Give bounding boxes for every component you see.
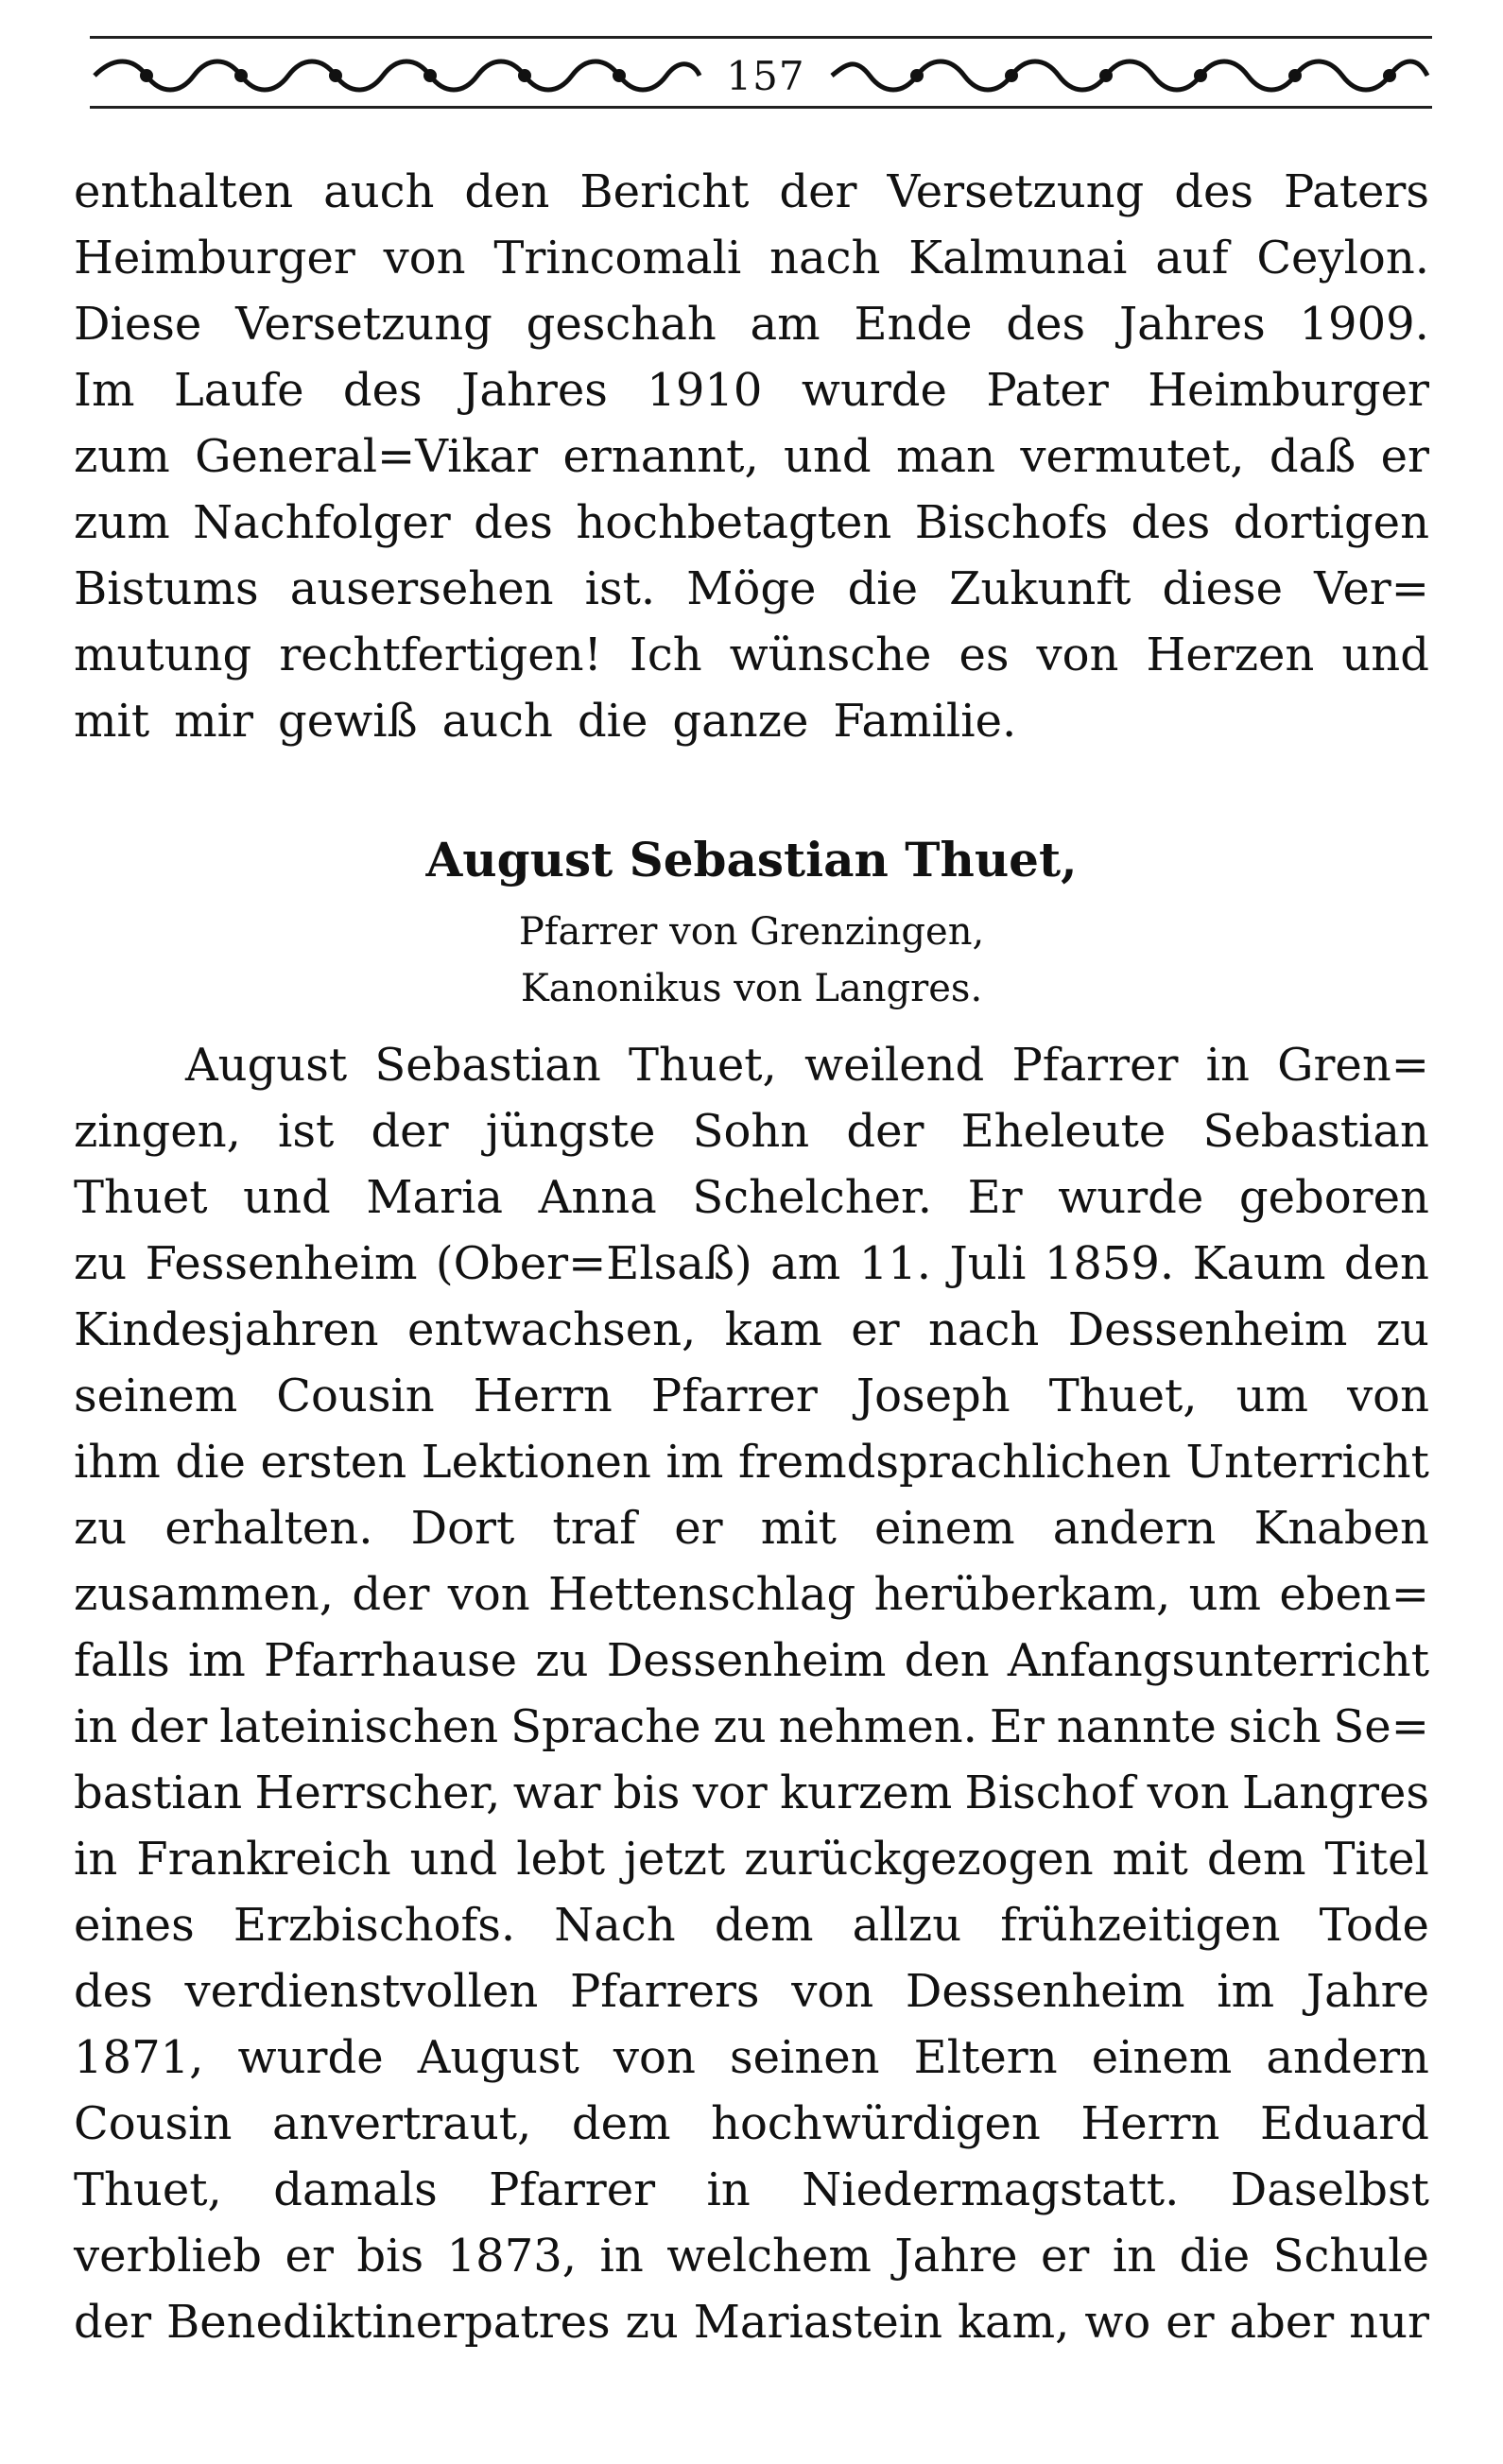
text-line: Im Laufe des Jahres 1910 wurde Pater Heimburger: [74, 364, 1429, 417]
text-line: 1871, wurde August von seinen Eltern einem andern: [74, 2031, 1429, 2084]
header-top-rule: [90, 36, 1432, 39]
ornament-left-icon: [90, 55, 704, 96]
header-bottom-rule: [90, 106, 1432, 109]
text-line: eines Erzbischofs. Nach dem allzu frühzeitigen Tode: [74, 1899, 1429, 1952]
paragraph-biography: [74, 1032, 1429, 2355]
text-line: zingen, ist der jüngste Sohn der Eheleute Sebastian: [74, 1105, 1429, 1158]
text-line: Diese Versetzung geschah am Ende des Jahres 1909.: [74, 298, 1429, 351]
ornament-right-icon: [827, 55, 1432, 96]
page-number: 157: [726, 53, 805, 99]
running-header: [90, 36, 1432, 113]
text-line: mit mir gewiß auch die ganze Familie.: [74, 695, 1017, 748]
text-line: ihm die ersten Lektionen im fremdsprachlichen Unterricht: [74, 1436, 1429, 1489]
text-line: Thuet und Maria Anna Schelcher. Er wurde geboren: [74, 1171, 1429, 1224]
text-line: Kindesjahren entwachsen, kam er nach Dessenheim zu: [74, 1303, 1429, 1356]
paragraph-continued: [74, 159, 1429, 754]
section-title: August Sebastian Thuet,: [425, 832, 1078, 887]
text-line: des verdienstvollen Pfarrers von Dessenheim im Jahre: [74, 1965, 1429, 2018]
text-line: zu Fessenheim (Ober=Elsaß) am 11. Juli 1859. Kaum den: [74, 1237, 1429, 1290]
text-line: enthalten auch den Bericht der Versetzung des Paters: [74, 165, 1429, 218]
text-line: in der lateinischen Sprache zu nehmen. Er nannte sich Se=: [74, 1700, 1429, 1753]
text-line: zusammen, der von Hettenschlag herüberkam, um eben=: [74, 1568, 1429, 1621]
text-line: Bistums ausersehen ist. Möge die Zukunft diese Ver=: [74, 562, 1429, 615]
text-line: in Frankreich und lebt jetzt zurückgezogen mit dem Titel: [74, 1833, 1429, 1886]
section-subtitle-parish: Pfarrer von Grenzingen,: [518, 910, 985, 954]
text-line: seinem Cousin Herrn Pfarrer Joseph Thuet, um von: [74, 1370, 1429, 1422]
text-line: Heimburger von Trincomali nach Kalmunai auf Ceylon.: [74, 232, 1429, 284]
text-line: Thuet, damals Pfarrer in Niedermagstatt. Daselbst: [74, 2163, 1429, 2216]
text-line: zum Nachfolger des hochbetagten Bischofs des dortigen: [74, 496, 1429, 549]
text-line: verblieb er bis 1873, in welchem Jahre er in die Schule: [74, 2230, 1429, 2283]
text-line: zum General=Vikar ernannt, und man vermutet, daß er: [74, 430, 1429, 483]
text-line: falls im Pfarrhause zu Dessenheim den Anfangsunterricht: [74, 1634, 1429, 1687]
text-line: August Sebastian Thuet, weilend Pfarrer in Gren=: [185, 1039, 1429, 1092]
text-line: zu erhalten. Dort traf er mit einem andern Knaben: [74, 1502, 1429, 1555]
text-line: bastian Herrscher, war bis vor kurzem Bischof von Langres: [74, 1766, 1429, 1819]
text-line: der Benediktinerpatres zu Mariastein kam, wo er aber nur: [74, 2296, 1429, 2349]
section-subtitle-canon: Kanonikus von Langres.: [520, 967, 983, 1010]
text-line: mutung rechtfertigen! Ich wünsche es von Herzen und: [74, 629, 1429, 681]
text-line: Cousin anvertraut, dem hochwürdigen Herrn Eduard: [74, 2097, 1429, 2150]
